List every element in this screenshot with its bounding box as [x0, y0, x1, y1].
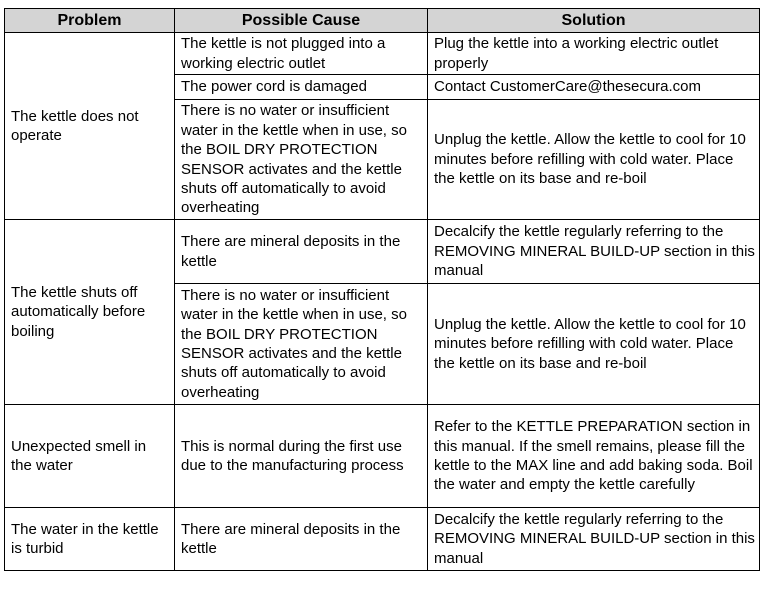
cause-cell: The kettle is not plugged into a working electric outlet — [175, 33, 428, 75]
cause-cell: This is normal during the first use due to the manufacturing process — [175, 405, 428, 508]
solution-cell: Plug the kettle into a working electric outlet properly — [428, 33, 760, 75]
problem-cell: The kettle shuts off automatically before boiling — [5, 220, 175, 405]
problem-cell: The water in the kettle is turbid — [5, 508, 175, 571]
table-row — [5, 508, 760, 571]
cause-cell: There are mineral deposits in the kettle — [175, 508, 428, 571]
solution-cell: Decalcify the kettle regularly referring to the REMOVING MINERAL BUILD-UP section in this manual — [428, 508, 760, 571]
header-problem: Problem — [5, 9, 175, 33]
problem-cell: Unexpected smell in the water — [5, 405, 175, 508]
cause-cell: The power cord is damaged — [175, 75, 428, 100]
table-row — [5, 33, 760, 75]
solution-cell: Unplug the kettle. Allow the kettle to cool for 10 minutes before refilling with cold water. Place the kettle on its base and re-boil — [428, 100, 760, 220]
cause-cell: There is no water or insufficient water in the kettle when in use, so the BOIL DRY PROTECTION SENSOR activates and the kettle shuts off automatically to avoid overheating — [175, 284, 428, 405]
cause-cell: There are mineral deposits in the kettle — [175, 220, 428, 284]
table-row — [5, 220, 760, 284]
table-row — [5, 405, 760, 508]
header-possible-cause: Possible Cause — [175, 9, 428, 33]
solution-cell: Contact CustomerCare@thesecura.com — [428, 75, 760, 100]
header-solution: Solution — [428, 9, 760, 33]
header-row — [5, 9, 760, 33]
problem-cell: The kettle does not operate — [5, 33, 175, 220]
solution-cell: Unplug the kettle. Allow the kettle to cool for 10 minutes before refilling with cold water. Place the kettle on its base and re-boil — [428, 284, 760, 405]
troubleshooting-table — [4, 8, 760, 571]
solution-cell: Decalcify the kettle regularly referring to the REMOVING MINERAL BUILD-UP section in this manual — [428, 220, 760, 284]
solution-cell: Refer to the KETTLE PREPARATION section in this manual. If the smell remains, please fill the kettle to the MAX line and add baking soda. Boil the water and empty the kettle carefully — [428, 405, 760, 508]
cause-cell: There is no water or insufficient water in the kettle when in use, so the BOIL DRY PROTECTION SENSOR activates and the kettle shuts off automatically to avoid overheating — [175, 100, 428, 220]
